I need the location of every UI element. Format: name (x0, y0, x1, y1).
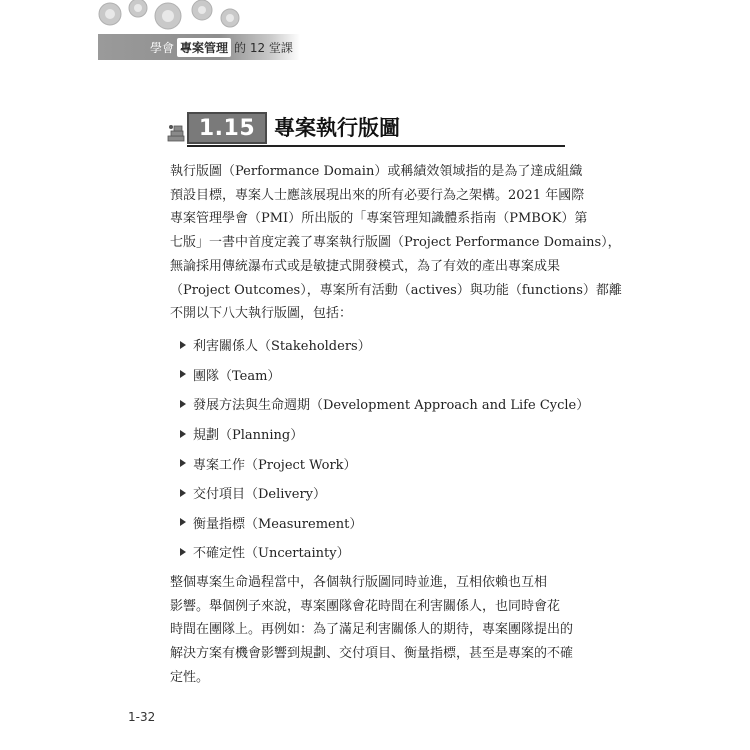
bullet-triangle-icon (180, 341, 186, 349)
list-item-label: 不確定性（Uncertainty） (193, 546, 350, 562)
list-item (180, 419, 589, 449)
paragraph-line: 不開以下八大執行版圖，包括： (170, 306, 353, 322)
list-item (180, 389, 589, 419)
paragraph-line: 執行版圖（Performance Domain）或稱績效領域指的是為了達成組織 (170, 164, 583, 179)
book-title-highlight: 專案管理 (177, 38, 231, 57)
bullet-triangle-icon (180, 400, 186, 408)
section-title: 專案執行版圖 (274, 116, 400, 140)
book-title-prefix: 學會 (150, 40, 175, 55)
title-underline (187, 145, 565, 147)
paragraph-line: 影響。舉個例子來說，專案團隊會花時間在利害關係人，也同時會花 (170, 598, 561, 614)
paragraph-line: 七版」一書中首度定義了專案執行版圖（Project Performance Domains）， (170, 235, 621, 251)
list-item-label: 交付項目（Delivery） (193, 487, 327, 503)
stairs-icon (166, 122, 186, 144)
list-item (180, 537, 589, 567)
paragraph-line: 解決方案有機會影響到規劃、交付項目、衡量指標，甚至是專案的不確 (170, 646, 574, 662)
bullet-triangle-icon (180, 459, 186, 467)
list-item-label: 衡量指標（Measurement） (193, 516, 363, 532)
list-item-label: 發展方法與生命週期（Development Approach and Life Cycle） (193, 398, 590, 414)
list-item-label: 規劃（Planning） (193, 428, 304, 444)
list-item-label: 專案工作（Project Work） (193, 457, 357, 473)
paragraph-line: 預設目標，專案人士應該展現出來的所有必要行為之架構。2021 年國際 (170, 187, 585, 203)
bullet-triangle-icon (180, 548, 186, 556)
list-item (180, 330, 589, 360)
paragraph-line: 定性。 (170, 669, 210, 685)
paragraph-line: 整個專案生命過程當中，各個執行版圖同時並進，互相依賴也互相 (170, 575, 548, 590)
page-number: 1-32 (128, 710, 156, 724)
intro-paragraph (170, 160, 622, 326)
list-item (180, 478, 589, 508)
paragraph-line: （Project Outcomes），專案所有活動（actives）與功能（functions）都離 (170, 282, 622, 298)
paragraph-line: 專案管理學會（PMI）所出版的「專案管理知識體系指南（PMBOK）第 (170, 211, 588, 227)
bullet-triangle-icon (180, 489, 186, 497)
paragraph-line: 時間在團隊上。再例如：為了滿足利害關係人的期待，專案團隊提出的 (170, 622, 574, 638)
list-item (180, 448, 589, 478)
section-number: 1.15 (187, 112, 267, 144)
bullet-triangle-icon (180, 430, 186, 438)
book-title-suffix: 的 12 堂課 (234, 40, 293, 55)
running-header (98, 0, 300, 60)
list-item (180, 508, 589, 538)
performance-domain-list (180, 330, 589, 567)
paragraph-line: 無論採用傳統瀑布式或是敏捷式開發模式，為了有效的產出專案成果 (170, 258, 561, 274)
list-item-label: 利害關係人（Stakeholders） (193, 339, 371, 355)
list-item-label: 團隊（Team） (193, 368, 281, 384)
bullet-triangle-icon (180, 370, 186, 378)
book-title (150, 34, 293, 60)
list-item (180, 360, 589, 390)
bullet-triangle-icon (180, 518, 186, 526)
closing-paragraph (170, 571, 574, 690)
